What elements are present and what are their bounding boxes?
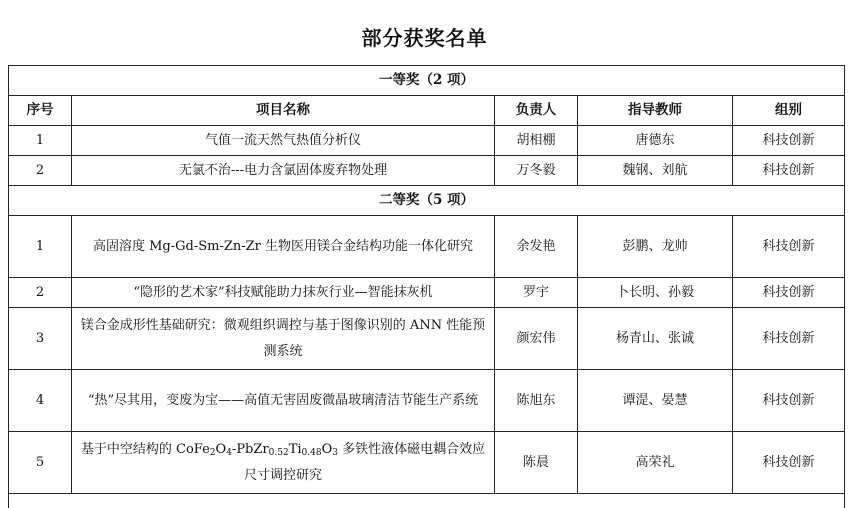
cell-leader: 罗宇 (495, 278, 578, 308)
cell-no: 2 (9, 278, 72, 308)
cell-no: 2 (9, 156, 72, 186)
cell-leader: 胡相棚 (495, 126, 578, 156)
cell-no: 1 (9, 216, 72, 278)
table-row (9, 126, 845, 156)
cell-leader: 陈旭东 (495, 370, 578, 432)
cell-no: 3 (9, 308, 72, 370)
cell-no: 4 (9, 370, 72, 432)
table-row (9, 216, 845, 278)
section-heading-first-prize: 一等奖（2 项） (9, 66, 845, 96)
cell-group: 科技创新 (733, 432, 845, 494)
award-table (8, 65, 845, 508)
cell-group: 科技创新 (733, 370, 845, 432)
cell-group: 科技创新 (733, 216, 845, 278)
cell-advisor: 卜长明、孙毅 (578, 278, 733, 308)
cell-no: 5 (9, 432, 72, 494)
cell-group: 科技创新 (733, 126, 845, 156)
col-header-no: 序号 (9, 96, 72, 126)
cell-group: 科技创新 (733, 156, 845, 186)
table-row (9, 370, 845, 432)
col-header-project: 项目名称 (72, 96, 495, 126)
cell-empty (9, 494, 845, 508)
col-header-group: 组别 (733, 96, 845, 126)
table-row-partial (9, 494, 845, 508)
cell-advisor: 谭湜、晏慧 (578, 370, 733, 432)
cell-no: 1 (9, 126, 72, 156)
cell-project-name: 无氯不治---电力含氯固体废弃物处理 (72, 156, 495, 186)
cell-leader: 颜宏伟 (495, 308, 578, 370)
column-header-row (9, 96, 845, 126)
cell-group: 科技创新 (733, 308, 845, 370)
cell-leader: 余发艳 (495, 216, 578, 278)
cell-advisor: 杨青山、张诚 (578, 308, 733, 370)
cell-leader: 万冬毅 (495, 156, 578, 186)
cell-project-name: 高固溶度 Mg-Gd-Sm-Zn-Zr 生物医用镁合金结构功能一体化研究 (72, 216, 495, 278)
cell-project-name: 气值一流天然气热值分析仪 (72, 126, 495, 156)
cell-advisor: 彭鹏、龙帅 (578, 216, 733, 278)
cell-advisor: 唐德东 (578, 126, 733, 156)
cell-project-name: “隐形的艺术家”科技赋能助力抹灰行业—智能抹灰机 (72, 278, 495, 308)
table-row (9, 156, 845, 186)
section-heading-second-prize: 二等奖（5 项） (9, 186, 845, 216)
page-title: 部分获奖名单 (0, 22, 849, 51)
col-header-leader: 负责人 (495, 96, 578, 126)
table-row (9, 278, 845, 308)
section-header-row (9, 186, 845, 216)
cell-advisor: 高荣礼 (578, 432, 733, 494)
cell-project-name: 基于中空结构的 $CoFe_2O_4-PbZr_{0.52}Ti_{0.48}O_3$ 多铁性液体磁电耦合效应尺寸调控研究 (72, 432, 495, 494)
cell-leader: 陈晨 (495, 432, 578, 494)
cell-advisor: 魏钢、刘航 (578, 156, 733, 186)
cell-project-name: 镁合金成形性基础研究：微观组织调控与基于图像识别的 ANN 性能预测系统 (72, 308, 495, 370)
table-row (9, 308, 845, 370)
cell-group: 科技创新 (733, 278, 845, 308)
cell-project-name: “热”尽其用，变废为宝——高值无害固废微晶玻璃清洁节能生产系统 (72, 370, 495, 432)
col-header-advisor: 指导教师 (578, 96, 733, 126)
section-header-row (9, 66, 845, 96)
table-row (9, 432, 845, 494)
